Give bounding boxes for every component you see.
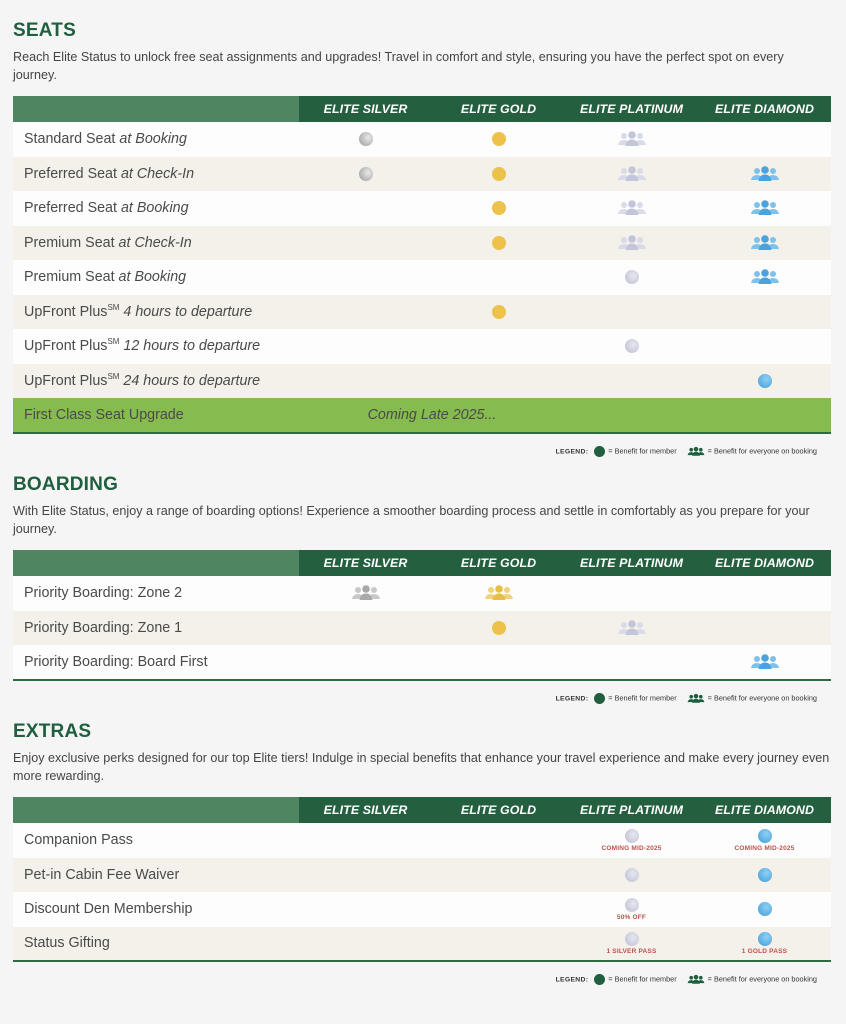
tier-cell-diamond	[698, 611, 831, 646]
tier-cell-content	[565, 829, 698, 852]
tier-cell-content	[698, 868, 831, 882]
benefit-member-platinum-icon	[625, 932, 639, 946]
benefit-everyone-platinum-icon	[617, 165, 647, 183]
tier-cell-platinum	[565, 329, 698, 364]
tier-cell-gold	[432, 576, 565, 611]
tier-cell-silver	[299, 226, 432, 261]
benefit-name-text: Discount Den Membership	[24, 901, 193, 918]
header-elite-diamond: ELITE DIAMOND	[698, 550, 831, 576]
benefit-qualifier: at Check-In	[116, 165, 195, 182]
tier-cell-platinum	[565, 364, 698, 399]
benefit-member-platinum-icon	[625, 270, 639, 284]
tier-cell-silver	[299, 329, 432, 364]
legend-everyone-text: = Benefit for everyone on booking	[705, 692, 817, 702]
header-elite-diamond: ELITE DIAMOND	[698, 96, 831, 122]
extras-row	[13, 858, 831, 893]
tier-cell-gold	[432, 329, 565, 364]
header-elite-platinum: ELITE PLATINUM	[565, 96, 698, 122]
previous-legend-fragment	[526, 0, 816, 4]
boarding-section	[13, 474, 831, 704]
tier-cell-content	[698, 829, 831, 852]
benefit-everyone-diamond-icon	[750, 199, 780, 217]
tier-cell-platinum	[565, 260, 698, 295]
tier-cell-platinum	[565, 645, 698, 680]
tier-cell-diamond	[698, 157, 831, 192]
legend-member-text: = Benefit for member	[606, 974, 677, 984]
tier-cell-content	[432, 305, 565, 319]
tier-cell-gold	[432, 157, 565, 192]
legend-everyone-text: = Benefit for everyone on booking	[705, 974, 817, 984]
benefit-qualifier: 4 hours to departure	[119, 303, 253, 320]
benefit-qualifier: 12 hours to departure	[119, 338, 261, 355]
seats-row	[13, 122, 831, 157]
benefit-member-gold-icon	[492, 132, 506, 146]
benefit-name	[13, 157, 299, 192]
tier-cell-content	[565, 898, 698, 921]
tier-cell-content	[432, 584, 565, 602]
benefit-member-gold-icon	[492, 236, 506, 250]
benefit-name-text: Priority Boarding: Zone 1	[24, 619, 183, 636]
tier-cell-silver	[299, 364, 432, 399]
tier-cell-diamond	[698, 226, 831, 261]
benefit-everyone-diamond-icon	[750, 268, 780, 286]
extras-legend	[13, 974, 831, 985]
benefit-everyone-gold-icon	[484, 584, 514, 602]
header-elite-silver: ELITE SILVER	[299, 550, 432, 576]
tier-cell-content	[698, 932, 831, 955]
benefit-note: 1 SILVER PASS	[606, 947, 657, 955]
benefit-qualifier: at Booking	[116, 200, 189, 217]
benefit-name	[13, 892, 299, 927]
seats-row	[13, 329, 831, 364]
tier-cell-content	[432, 621, 565, 635]
boarding-title: BOARDING	[13, 474, 119, 495]
service-mark: SM	[107, 337, 120, 347]
benefit-qualifier: at Check-In	[114, 234, 192, 251]
benefit-name	[13, 260, 299, 295]
benefit-name-text: UpFront Plus	[24, 338, 108, 355]
tier-cell-gold	[432, 645, 565, 680]
empty-cell	[565, 398, 831, 433]
benefit-name-text: Status Gifting	[24, 935, 110, 952]
header-elite-platinum: ELITE PLATINUM	[565, 797, 698, 823]
tier-cell-silver	[299, 611, 432, 646]
legend-member-text: = Benefit for member	[606, 692, 677, 702]
benefit-name-text: Companion Pass	[24, 832, 133, 849]
tier-cell-content	[565, 165, 698, 183]
extras-table-body	[13, 823, 831, 961]
benefit-everyone-platinum-icon	[617, 619, 647, 637]
tier-cell-platinum	[565, 122, 698, 157]
tier-cell-content	[432, 132, 565, 146]
tier-cell-diamond	[698, 191, 831, 226]
tier-cell-content	[565, 868, 698, 882]
tier-cell-content	[565, 619, 698, 637]
tier-cell-silver	[299, 191, 432, 226]
seats-table-header	[13, 96, 831, 122]
tier-cell-content	[698, 653, 831, 671]
tier-cell-content	[698, 902, 831, 916]
tier-cell-gold	[432, 364, 565, 399]
boarding-row	[13, 576, 831, 611]
header-elite-gold: ELITE GOLD	[432, 797, 565, 823]
benefit-member-diamond-icon	[758, 932, 772, 946]
boarding-table-header	[13, 550, 831, 576]
tier-cell-content	[299, 584, 432, 602]
tier-cell-content	[565, 339, 698, 353]
tier-cell-gold	[432, 927, 565, 962]
tier-cell-diamond	[698, 576, 831, 611]
seats-table	[13, 96, 831, 434]
benefit-name-text: Priority Boarding: Zone 2	[24, 585, 183, 602]
boarding-legend	[13, 693, 831, 704]
benefit-name-text: Pet-in Cabin Fee Waiver	[24, 866, 180, 883]
benefit-member-platinum-icon	[625, 898, 639, 912]
tier-cell-diamond	[698, 295, 831, 330]
benefit-everyone-platinum-icon	[617, 199, 647, 217]
header-elite-silver: ELITE SILVER	[299, 797, 432, 823]
upgrade-name: First Class Seat Upgrade	[13, 398, 299, 433]
tier-cell-silver	[299, 823, 432, 858]
seats-row	[13, 260, 831, 295]
benefit-member-gold-icon	[492, 305, 506, 319]
tier-cell-silver	[299, 157, 432, 192]
tier-cell-content	[565, 234, 698, 252]
header-elite-gold: ELITE GOLD	[432, 96, 565, 122]
benefit-member-gold-icon	[492, 621, 506, 635]
tier-cell-content	[698, 268, 831, 286]
tier-cell-content	[299, 132, 432, 146]
tier-cell-platinum	[565, 927, 698, 962]
benefit-qualifier: at Booking	[115, 131, 187, 148]
benefit-name	[13, 226, 299, 261]
tier-cell-content	[565, 932, 698, 955]
seats-legend	[13, 446, 831, 457]
tier-cell-gold	[432, 295, 565, 330]
tier-cell-silver	[299, 576, 432, 611]
benefit-name-text: Premium Seat	[24, 269, 115, 286]
benefit-name	[13, 191, 299, 226]
benefit-member-gold-icon	[492, 201, 506, 215]
legend-label: LEGEND:	[555, 694, 589, 702]
legend-group-icon	[687, 446, 705, 457]
tier-cell-silver	[299, 892, 432, 927]
seats-row	[13, 191, 831, 226]
tier-cell-platinum	[565, 295, 698, 330]
seats-title: SEATS	[13, 20, 76, 41]
legend-label: LEGEND:	[555, 447, 589, 455]
benefit-member-diamond-icon	[758, 374, 772, 388]
benefit-member-platinum-icon	[625, 868, 639, 882]
benefit-name-text: Priority Boarding: Board First	[24, 653, 208, 670]
benefit-name	[13, 823, 299, 858]
header-elite-platinum: ELITE PLATINUM	[565, 550, 698, 576]
extras-title: EXTRAS	[13, 721, 92, 742]
benefit-note: COMING MID-2025	[734, 844, 795, 852]
tier-cell-gold	[432, 611, 565, 646]
tier-cell-platinum	[565, 858, 698, 893]
tier-cell-diamond	[698, 645, 831, 680]
tier-cell-gold	[432, 823, 565, 858]
service-mark: SM	[107, 302, 120, 312]
legend-everyone-text: = Benefit for everyone on booking	[705, 445, 817, 455]
legend-group-icon	[687, 974, 705, 985]
benefit-name	[13, 645, 299, 680]
extras-table-header	[13, 797, 831, 823]
benefit-member-gold-icon	[492, 167, 506, 181]
tier-cell-content	[432, 167, 565, 181]
tier-cell-content	[698, 234, 831, 252]
benefit-name-text: UpFront Plus	[24, 372, 108, 389]
benefit-everyone-diamond-icon	[750, 653, 780, 671]
seats-table-body	[13, 122, 831, 433]
benefit-name	[13, 576, 299, 611]
benefit-name	[13, 122, 299, 157]
tier-cell-silver	[299, 858, 432, 893]
header-elite-silver: ELITE SILVER	[299, 96, 432, 122]
extras-row	[13, 927, 831, 962]
extras-table	[13, 797, 831, 962]
seats-description: Reach Elite Status to unlock free seat assignments and upgrades! Travel in comfort and style, ensuring you have the perfect spot on every journey.	[13, 50, 784, 82]
tier-cell-content	[565, 199, 698, 217]
header-elite-gold: ELITE GOLD	[432, 550, 565, 576]
boarding-description: With Elite Status, enjoy a range of boarding options! Experience a smoother boarding process and settle in comfortably as you prepare for your journey.	[13, 504, 810, 536]
tier-cell-content	[432, 201, 565, 215]
tier-cell-diamond	[698, 927, 831, 962]
benefit-name-text: Premium Seat	[24, 234, 115, 251]
tier-cell-silver	[299, 122, 432, 157]
boarding-table	[13, 550, 831, 681]
tier-cell-diamond	[698, 823, 831, 858]
seats-row	[13, 157, 831, 192]
tier-cell-content	[698, 199, 831, 217]
header-blank	[13, 550, 299, 576]
tier-cell-diamond	[698, 329, 831, 364]
extras-row	[13, 823, 831, 858]
legend-member-dot-icon	[594, 974, 605, 985]
legend-group-icon	[687, 693, 705, 704]
tier-cell-silver	[299, 645, 432, 680]
legend-member-text: = Benefit for member	[606, 445, 677, 455]
tier-cell-diamond	[698, 364, 831, 399]
legend-label: LEGEND:	[555, 976, 589, 984]
seats-row	[13, 364, 831, 399]
benefit-everyone-platinum-icon	[617, 130, 647, 148]
seats-row	[13, 295, 831, 330]
benefit-name	[13, 364, 299, 399]
tier-cell-diamond	[698, 892, 831, 927]
benefit-qualifier: at Booking	[114, 269, 187, 286]
tier-cell-silver	[299, 260, 432, 295]
benefit-note: COMING MID-2025	[601, 844, 662, 852]
tier-cell-content	[565, 270, 698, 284]
extras-description: Enjoy exclusive perks designed for our top Elite tiers! Indulge in special benefits that enhance your travel experience and make every journey even more rewarding.	[13, 751, 830, 783]
tier-cell-silver	[299, 295, 432, 330]
benefit-everyone-silver-icon	[351, 584, 381, 602]
seats-row	[13, 226, 831, 261]
benefit-name	[13, 611, 299, 646]
legend-member-dot-icon	[594, 446, 605, 457]
upgrade-status: Coming Late 2025...	[299, 398, 565, 433]
tier-cell-platinum	[565, 191, 698, 226]
tier-cell-content	[432, 236, 565, 250]
benefit-member-silver-icon	[359, 167, 373, 181]
seats-section	[13, 20, 831, 457]
tier-cell-silver	[299, 927, 432, 962]
tier-cell-platinum	[565, 576, 698, 611]
benefit-name	[13, 858, 299, 893]
header-blank	[13, 96, 299, 122]
service-mark: SM	[107, 371, 120, 381]
tier-cell-diamond	[698, 260, 831, 295]
benefit-everyone-diamond-icon	[750, 234, 780, 252]
boarding-row	[13, 645, 831, 680]
benefit-name	[13, 295, 299, 330]
tier-cell-gold	[432, 892, 565, 927]
tier-cell-diamond	[698, 858, 831, 893]
tier-cell-gold	[432, 260, 565, 295]
tier-cell-platinum	[565, 226, 698, 261]
benefit-name	[13, 329, 299, 364]
benefit-name	[13, 927, 299, 962]
header-elite-diamond: ELITE DIAMOND	[698, 797, 831, 823]
extras-row	[13, 892, 831, 927]
tier-cell-gold	[432, 191, 565, 226]
extras-section	[13, 721, 831, 985]
tier-cell-content	[698, 374, 831, 388]
benefit-member-platinum-icon	[625, 829, 639, 843]
tier-cell-diamond	[698, 122, 831, 157]
benefit-qualifier: 24 hours to departure	[119, 372, 261, 389]
legend-member-dot-icon	[594, 693, 605, 704]
tier-cell-platinum	[565, 892, 698, 927]
tier-cell-content	[299, 167, 432, 181]
benefit-member-diamond-icon	[758, 902, 772, 916]
benefit-name-text: Preferred Seat	[24, 165, 117, 182]
benefit-name-text: UpFront Plus	[24, 303, 108, 320]
tier-cell-platinum	[565, 823, 698, 858]
first-class-upgrade-row	[13, 398, 831, 433]
tier-cell-content	[565, 130, 698, 148]
benefit-name-text: Standard Seat	[24, 131, 116, 148]
benefit-member-platinum-icon	[625, 339, 639, 353]
tier-cell-platinum	[565, 611, 698, 646]
benefit-note: 1 GOLD PASS	[741, 947, 788, 955]
tier-cell-platinum	[565, 157, 698, 192]
header-blank	[13, 797, 299, 823]
benefit-member-silver-icon	[359, 132, 373, 146]
boarding-table-body	[13, 576, 831, 680]
tier-cell-gold	[432, 122, 565, 157]
tier-cell-gold	[432, 858, 565, 893]
boarding-row	[13, 611, 831, 646]
benefit-everyone-diamond-icon	[750, 165, 780, 183]
tier-cell-content	[698, 165, 831, 183]
benefit-note: 50% OFF	[616, 913, 647, 921]
benefit-member-diamond-icon	[758, 868, 772, 882]
benefit-everyone-platinum-icon	[617, 234, 647, 252]
benefit-name-text: Preferred Seat	[24, 200, 117, 217]
tier-cell-gold	[432, 226, 565, 261]
benefit-member-diamond-icon	[758, 829, 772, 843]
